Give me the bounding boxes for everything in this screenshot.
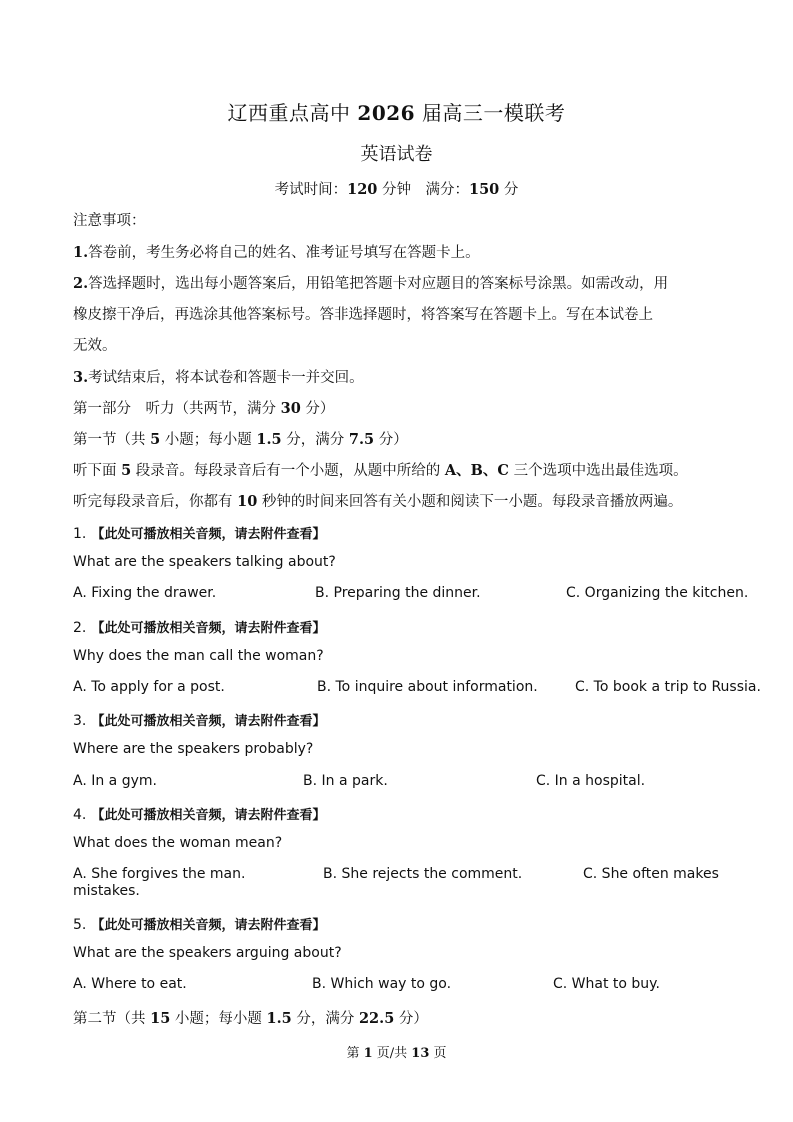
title-text: 辽西重点高中 [227, 101, 358, 125]
audio-note-link[interactable]: 【此处可播放相关音频，请去附件查看】 [91, 918, 326, 933]
section-text: 分，满分 [281, 432, 349, 448]
part-score: 30 [280, 400, 301, 417]
option-a: A. Where to eat. [73, 976, 187, 992]
option-c: C. She often makes [583, 866, 719, 882]
instructions-line [73, 459, 688, 480]
section-text: 第一节（共 [73, 432, 151, 448]
section-count: 15 [150, 1010, 171, 1027]
instructions-num: 5 [121, 462, 132, 479]
footer-page: 1 [363, 1046, 373, 1061]
section-text: 小题；每小题 [160, 432, 257, 448]
footer-text: 第 [346, 1046, 364, 1061]
audio-note-link[interactable]: 【此处可播放相关音频，请去附件查看】 [91, 714, 326, 729]
question-number-line [73, 523, 325, 542]
exam-time-score [0, 178, 793, 199]
title-text-suffix: 届高三一模联考 [415, 101, 566, 125]
exam-title [0, 97, 793, 126]
notice-item [73, 272, 668, 293]
section-total: 7.5 [348, 431, 375, 448]
question-number: 4. [73, 807, 87, 823]
option-b: B. To inquire about information. [317, 679, 538, 695]
section-total: 22.5 [358, 1010, 395, 1027]
option-b: B. Preparing the dinner. [315, 585, 481, 601]
question-number-line [73, 617, 325, 636]
title-year: 2026 [357, 101, 416, 125]
question-stem: What are the speakers talking about? [73, 554, 336, 570]
option-a: A. To apply for a post. [73, 679, 225, 695]
question-number-line [73, 804, 325, 823]
notice-item [73, 366, 364, 387]
instructions-num: 10 [237, 493, 258, 510]
time-label: 考试时间： [274, 182, 348, 198]
option-a: A. She forgives the man. [73, 866, 246, 882]
notice-number: 1. [73, 244, 89, 261]
notice-text: 答选择题时，选出每小题答案后，用铅笔把答题卡对应题目的答案标号涂黑。如需改动，用 [88, 276, 669, 292]
score-value: 150 [469, 181, 500, 198]
part-heading [73, 397, 334, 418]
part-heading-text: 第一部分 听力（共两节，满分 [73, 401, 281, 417]
question-number: 2. [73, 620, 87, 636]
question-stem: What does the woman mean? [73, 835, 283, 851]
footer-total: 13 [411, 1046, 430, 1061]
audio-note-link[interactable]: 【此处可播放相关音频，请去附件查看】 [91, 621, 326, 636]
instructions-text: 听下面 [73, 463, 122, 479]
question-stem: Where are the speakers probably? [73, 741, 314, 757]
question-number: 1. [73, 526, 87, 542]
part-heading-suffix: 分） [300, 401, 335, 417]
option-c: C. In a hospital. [536, 773, 646, 789]
notice-text: 考试结束后，将本试卷和答题卡一并交回。 [88, 370, 364, 386]
score-unit: 分 [499, 182, 519, 198]
score-label: 分钟 满分： [377, 182, 469, 198]
notice-item [73, 241, 480, 262]
option-c: C. What to buy. [553, 976, 660, 992]
section-text: 分） [374, 432, 408, 448]
question-number-line [73, 710, 325, 729]
option-b: B. She rejects the comment. [323, 866, 523, 882]
question-stem: What are the speakers arguing about? [73, 945, 342, 961]
notice-heading: 注意事项： [73, 213, 146, 229]
question-number: 5. [73, 917, 87, 933]
instructions-text: 三个选项中选出最佳选项。 [508, 463, 688, 479]
section-text: 第二节（共 [73, 1011, 151, 1027]
instructions-options: A、B、C [444, 462, 509, 479]
notice-text: 答卷前，考生务必将自己的姓名、准考证号填写在答题卡上。 [88, 245, 480, 261]
option-c-wrap: mistakes. [73, 883, 140, 899]
notice-text-line: 无效。 [73, 338, 117, 354]
audio-note-link[interactable]: 【此处可播放相关音频，请去附件查看】 [91, 808, 326, 823]
footer-text: 页/共 [372, 1046, 412, 1061]
question-number: 3. [73, 713, 87, 729]
instructions-line [73, 490, 682, 511]
section-text: 分） [394, 1011, 428, 1027]
section-each: 1.5 [256, 431, 282, 448]
footer-text: 页 [429, 1046, 447, 1061]
section-count: 5 [150, 431, 161, 448]
page-footer [0, 1042, 793, 1061]
instructions-text: 听完每段录音后，你都有 [73, 494, 238, 510]
option-a: A. In a gym. [73, 773, 157, 789]
option-c: C. To book a trip to Russia. [575, 679, 761, 695]
option-b: B. Which way to go. [312, 976, 452, 992]
instructions-text: 秒钟的时间来回答有关小题和阅读下一小题。每段录音播放两遍。 [257, 494, 683, 510]
option-b: B. In a park. [303, 773, 388, 789]
audio-note-link[interactable]: 【此处可播放相关音频，请去附件查看】 [91, 527, 326, 542]
option-c: C. Organizing the kitchen. [566, 585, 749, 601]
question-number-line [73, 914, 325, 933]
section-text: 分，满分 [291, 1011, 359, 1027]
section-heading [73, 428, 408, 449]
time-value: 120 [347, 181, 378, 198]
section-each: 1.5 [266, 1010, 292, 1027]
notice-text-line: 橡皮擦干净后，再选涂其他答案标号。答非选择题时，将答案写在答题卡上。写在本试卷上 [73, 307, 653, 323]
instructions-text: 段录音。每段录音后有一个小题，从题中所给的 [131, 463, 445, 479]
section-text: 小题；每小题 [170, 1011, 267, 1027]
notice-number: 2. [73, 275, 89, 292]
notice-number: 3. [73, 369, 89, 386]
section-heading [73, 1007, 428, 1028]
question-stem: Why does the man call the woman? [73, 648, 324, 664]
option-a: A. Fixing the drawer. [73, 585, 217, 601]
exam-subtitle: 英语试卷 [360, 144, 433, 165]
